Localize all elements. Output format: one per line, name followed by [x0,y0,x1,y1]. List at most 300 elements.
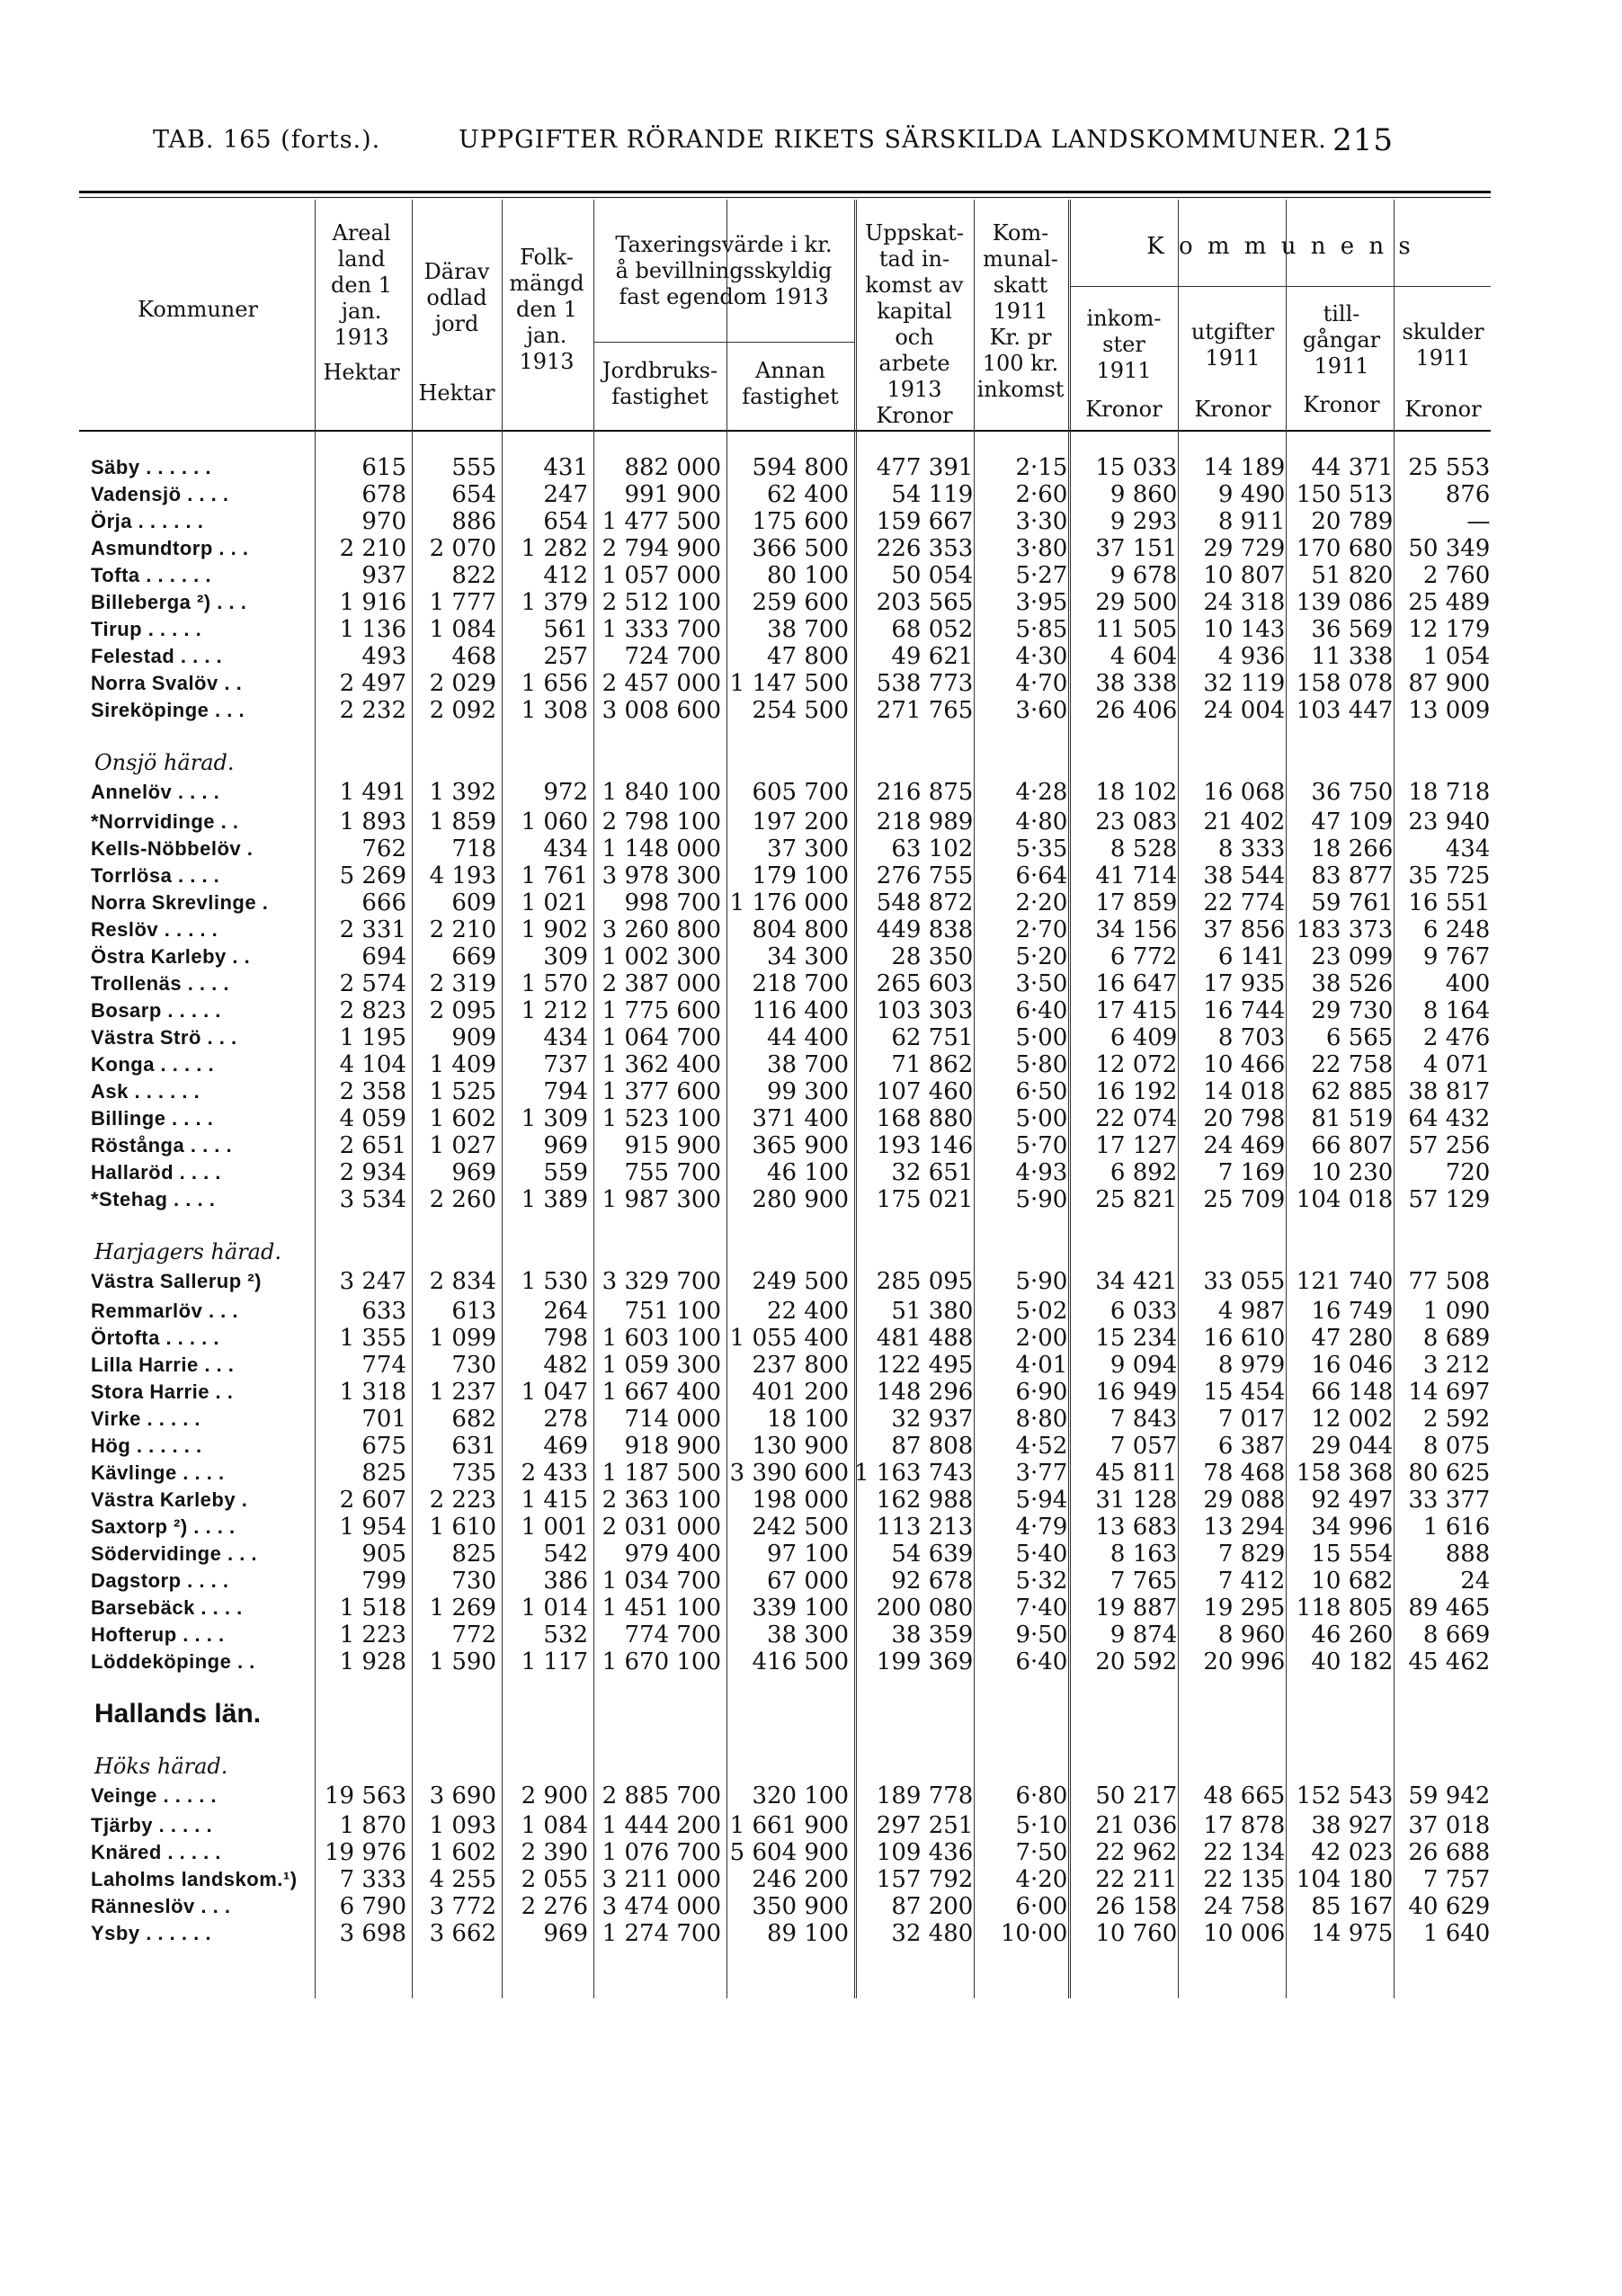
table-cell: 19 295 [1203,1595,1286,1621]
header-skulder: skulder 1911 Kronor [1402,319,1484,422]
table-cell: 218 989 [876,809,974,835]
table-row [85,670,1495,697]
table-cell: 1 176 000 [729,889,849,916]
table-cell: 1 893 [339,809,406,835]
table-cell: 6·80 [1015,1782,1068,1809]
table-cell: 605 700 [752,779,849,806]
page-header [153,122,1394,162]
table-cell: 32 119 [1203,670,1286,697]
table-cell: 1 059 300 [602,1352,721,1379]
table-cell: 8 164 [1422,997,1491,1024]
table-cell: 1 136 [339,616,406,643]
table-cell: 16 949 [1095,1379,1178,1406]
county-heading: Hallands län. [94,1699,262,1729]
table-cell: 1 392 [429,779,496,806]
table-cell: 5·20 [1015,943,1068,970]
district-heading-row [85,1213,1495,1265]
table-cell: 7 333 [339,1866,406,1893]
table-cell: 1 308 [521,697,588,724]
header-jordbruksfastighet: Jordbruks- fastighet [602,358,718,409]
table-cell: 57 256 [1408,1132,1491,1159]
district-heading-row [85,1728,1495,1780]
table-cell: 257 [543,643,588,670]
table-cell: 7 057 [1110,1433,1178,1460]
table-cell: 4 936 [1217,643,1286,670]
table-row [85,1105,1495,1132]
table-cell: 22 400 [767,1298,849,1325]
table-cell: 12 002 [1311,1406,1394,1433]
table-cell: 1 916 [339,589,406,616]
table-cell: 2 232 [339,697,406,724]
table-row [85,481,1495,508]
table-cell: 113 213 [876,1514,974,1541]
table-cell: 998 700 [624,889,721,916]
table-cell: 59 942 [1408,1782,1491,1809]
table-cell: 18 718 [1408,779,1491,806]
table-cell: 15 554 [1311,1541,1394,1568]
table-cell: 737 [543,1051,588,1078]
table-cell: 8 979 [1217,1352,1286,1379]
table-cell: 3·50 [1015,970,1068,997]
table-cell: 21 402 [1203,809,1286,835]
table-cell: 774 [361,1352,406,1379]
table-cell: 46 100 [767,1159,849,1186]
table-cell: 109 436 [876,1839,974,1866]
table-cell: 1 269 [429,1595,496,1621]
table-reference: TAB. 165 (forts.). [153,126,381,154]
table-cell: 1 415 [521,1487,588,1514]
table-cell: 6 409 [1110,1024,1178,1051]
table-cell: 1 670 100 [602,1648,721,1675]
table-row [85,889,1495,916]
table-cell: 3·60 [1015,697,1068,724]
table-cell: 386 [543,1568,588,1595]
table-cell: 2 934 [339,1159,406,1186]
table-cell: 104 180 [1296,1866,1394,1893]
table-cell: 41 714 [1095,862,1178,889]
table-cell: 1 117 [521,1648,588,1675]
table-cell: 1 379 [521,589,588,616]
table-cell: 718 [451,835,496,862]
table-cell: 34 156 [1095,916,1178,943]
table-cell: 15 454 [1203,1379,1286,1406]
table-cell: 35 725 [1408,862,1491,889]
kommun-name: Tofta . . . . . . [91,564,211,586]
table-row [85,1514,1495,1541]
table-cell: 633 [361,1298,406,1325]
table-cell: 2 055 [521,1866,588,1893]
table-cell: 3 698 [339,1920,406,1947]
table-cell: 68 052 [891,616,974,643]
table-cell: 8 333 [1217,835,1286,862]
table-cell: 350 900 [752,1893,849,1920]
table-cell: 64 432 [1408,1105,1491,1132]
table-cell: 1 187 500 [602,1460,721,1487]
table-cell: 434 [1445,835,1491,862]
table-cell: 54 119 [891,481,974,508]
table-cell: 6·40 [1015,1648,1068,1675]
table-cell: 3 662 [429,1920,496,1947]
table-cell: 613 [451,1298,496,1325]
table-cell: 24 [1460,1568,1491,1595]
table-cell: 481 488 [876,1325,974,1352]
table-cell: 89 100 [767,1920,849,1947]
table-cell: 13 009 [1408,697,1491,724]
table-cell: 20 592 [1095,1648,1178,1675]
table-cell: 1 333 700 [602,616,721,643]
table-cell: 416 500 [752,1648,849,1675]
table-cell: 5·00 [1015,1105,1068,1132]
table-cell: 280 900 [752,1186,849,1213]
table-cell: 22 962 [1095,1839,1178,1866]
table-cell: 5·32 [1015,1568,1068,1595]
table-cell: 9 874 [1110,1621,1178,1648]
table-cell: 730 [451,1352,496,1379]
table-cell: 218 700 [752,970,849,997]
table-row [85,643,1495,670]
table-cell: 10 006 [1203,1920,1286,1947]
table-row [85,1595,1495,1621]
table-cell: 107 460 [876,1078,974,1105]
table-cell: 158 078 [1296,670,1394,697]
table-cell: 87 808 [891,1433,974,1460]
table-cell: 2 070 [429,535,496,562]
district-heading: Onsjö härad. [94,750,235,775]
table-cell: 264 [543,1298,588,1325]
table-cell: 825 [451,1541,496,1568]
table-cell: 1 309 [521,1105,588,1132]
table-cell: 78 468 [1203,1460,1286,1487]
table-cell: 22 774 [1203,889,1286,916]
table-cell: 2 607 [339,1487,406,1514]
table-cell: 1 840 100 [602,779,721,806]
table-row [85,1460,1495,1487]
table-cell: 9 094 [1110,1352,1178,1379]
table-row [85,916,1495,943]
table-cell: 12 179 [1408,616,1491,643]
table-row [85,1024,1495,1051]
table-cell: 555 [451,454,496,481]
table-cell: 4·80 [1015,809,1068,835]
table-cell: 47 800 [767,643,849,670]
table-cell: 1 377 600 [602,1078,721,1105]
kommun-name: Torrlösa . . . . [91,864,220,887]
table-cell: 6 772 [1110,943,1178,970]
table-cell: 10 760 [1095,1920,1178,1947]
table-cell: 2 433 [521,1460,588,1487]
table-row [85,943,1495,970]
table-cell: 542 [543,1541,588,1568]
table-cell: 909 [451,1024,496,1051]
table-cell: 1 530 [521,1268,588,1295]
table-cell: 876 [1445,481,1491,508]
table-cell: 18 266 [1311,835,1394,862]
table-cell: 1 001 [521,1514,588,1541]
table-cell: 3 772 [429,1893,496,1920]
table-row [85,1648,1495,1675]
table-cell: 16 610 [1203,1325,1286,1352]
kommun-name: Tjärby . . . . . [91,1814,213,1836]
table-cell: 1 148 000 [602,835,721,862]
table-cell: 3·77 [1015,1460,1068,1487]
table-cell: 158 368 [1296,1460,1394,1487]
table-cell: 1 021 [521,889,588,916]
table-cell: 6·40 [1015,997,1068,1024]
table-cell: 12 072 [1095,1051,1178,1078]
kommun-name: Stora Harrie . . [91,1380,234,1403]
kommun-name: Hög . . . . . . [91,1434,202,1457]
table-cell: 2 592 [1422,1406,1491,1433]
table-cell: 905 [361,1541,406,1568]
table-cell: 1 212 [521,997,588,1024]
table-cell: 51 380 [891,1298,974,1325]
table-cell: 175 021 [876,1186,974,1213]
table-cell: 5·35 [1015,835,1068,862]
table-cell: 694 [361,943,406,970]
table-cell: 24 758 [1203,1893,1286,1920]
table-cell: 3·80 [1015,535,1068,562]
table-cell: 67 000 [767,1568,849,1595]
table-cell: 2 029 [429,670,496,697]
header-utgifter: utgifter 1911 Kronor [1190,319,1275,422]
table-cell: 17 935 [1203,970,1286,997]
header-kommunalskatt: Kom- munal- skatt 1911 Kr. pr 100 kr. inkomst [976,220,1065,402]
header-inkomster: inkom- ster 1911 Kronor [1085,306,1163,422]
table-cell: 216 875 [876,779,974,806]
table-cell: 774 700 [624,1621,721,1648]
table-cell: 3 474 000 [602,1893,721,1920]
table-row [85,997,1495,1024]
table-cell: 85 167 [1311,1893,1394,1920]
table-cell: 16 068 [1203,779,1286,806]
table-cell: 2 900 [521,1782,588,1809]
header-kommuner: Kommuner [138,297,258,322]
table-cell: 7·40 [1015,1595,1068,1621]
table-cell: 730 [451,1568,496,1595]
table-cell: 38 700 [767,1051,849,1078]
table-cell: 969 [543,1132,588,1159]
table-cell: 22 074 [1095,1105,1178,1132]
table-cell: 3·95 [1015,589,1068,616]
table-cell: 11 338 [1311,643,1394,670]
table-cell: 17 859 [1095,889,1178,916]
table-cell: 8 689 [1422,1325,1491,1352]
kommun-name: Ask . . . . . . [91,1080,201,1103]
table-cell: 22 211 [1095,1866,1178,1893]
table-row [85,1541,1495,1568]
table-cell: 34 300 [767,943,849,970]
table-cell: 6·64 [1015,862,1068,889]
table-cell: 254 500 [752,697,849,724]
table-cell: 24 004 [1203,697,1286,724]
table-cell: 16 551 [1408,889,1491,916]
table-cell: 37 856 [1203,916,1286,943]
table-cell: 118 805 [1296,1595,1394,1621]
kommun-name: Kells-Nöbbelöv . [91,837,254,860]
table-cell: 23 099 [1311,943,1394,970]
table-cell: 1 656 [521,670,588,697]
table-cell: 4 193 [429,862,496,889]
table-cell: 16 749 [1311,1298,1394,1325]
table-cell: 888 [1445,1541,1491,1568]
table-cell: 10 807 [1203,562,1286,589]
table-cell: 2 092 [429,697,496,724]
table-cell: 400 [1445,970,1491,997]
table-cell: 1 451 100 [602,1595,721,1621]
table-cell: 6 565 [1325,1024,1394,1051]
table-cell: 1 034 700 [602,1568,721,1595]
table-cell: 2 095 [429,997,496,1024]
kommun-name: Dagstorp . . . . [91,1569,229,1592]
table-cell: 50 349 [1408,535,1491,562]
table-cell: 200 080 [876,1595,974,1621]
table-cell: 4 071 [1422,1051,1491,1078]
table-cell: 103 447 [1296,697,1394,724]
district-heading: Harjagers härad. [94,1239,281,1264]
table-cell: 5·94 [1015,1487,1068,1514]
table-cell: 798 [543,1325,588,1352]
table-cell: 152 543 [1296,1782,1394,1809]
table-cell: 1 054 [1422,643,1491,670]
kommun-name: Felestad . . . . [91,645,223,667]
table-cell: 8·80 [1015,1406,1068,1433]
table-cell: 7 843 [1110,1406,1178,1433]
table-cell: 92 497 [1311,1487,1394,1514]
table-cell: 5·27 [1015,562,1068,589]
table-cell: 121 740 [1296,1268,1394,1295]
header-areal: Areal land den 1 jan. 1913 Hektar [323,220,400,385]
table-cell: 1 667 400 [602,1379,721,1406]
table-cell: 32 480 [891,1920,974,1947]
table-cell: 11 505 [1095,616,1178,643]
table-cell: 33 055 [1203,1268,1286,1295]
table-cell: 2 358 [339,1078,406,1105]
table-cell: 2 319 [429,970,496,997]
table-cell: 38 300 [767,1621,849,1648]
table-cell: 2 387 000 [602,970,721,997]
table-cell: 1 055 400 [729,1325,849,1352]
table-cell: 87 200 [891,1893,974,1920]
table-cell: 271 765 [876,697,974,724]
kommun-name: Bosarp . . . . . [91,999,221,1022]
table-cell: 972 [543,779,588,806]
table-cell: 1 523 100 [602,1105,721,1132]
table-cell: 25 709 [1203,1186,1286,1213]
table-cell: 10·00 [1000,1920,1068,1947]
header-uppskattad-inkomst: Uppskat- tad in- komst av kapital och arbete 1913 Kronor [865,220,964,428]
table-row [85,1132,1495,1159]
table-cell: 37 300 [767,835,849,862]
table-cell: 83 877 [1311,862,1394,889]
table-cell: 59 761 [1311,889,1394,916]
table-cell: 22 135 [1203,1866,1286,1893]
table-cell: 468 [451,643,496,670]
table-cell: 6·50 [1015,1078,1068,1105]
table-cell: 9 490 [1217,481,1286,508]
table-cell: 26 406 [1095,697,1178,724]
table-cell: 14 189 [1203,454,1286,481]
kommun-name: Billinge . . . . [91,1107,214,1130]
table-cell: 772 [451,1621,496,1648]
table-cell: 62 751 [891,1024,974,1051]
table-cell: 38 526 [1311,970,1394,997]
table-row [85,1406,1495,1433]
table-cell: 365 900 [752,1132,849,1159]
table-row [85,1379,1495,1406]
table-cell: 561 [543,616,588,643]
table-cell: 6 790 [339,1893,406,1920]
table-cell: 3 211 000 [602,1866,721,1893]
table-cell: 1 570 [521,970,588,997]
table-cell: 38 700 [767,616,849,643]
table-row [85,862,1495,889]
table-cell: 339 100 [752,1595,849,1621]
table-cell: 6 141 [1217,943,1286,970]
kommun-name: Asmundtorp . . . [91,537,249,559]
table-cell: 7 765 [1110,1568,1178,1595]
table-cell: 99 300 [767,1078,849,1105]
table-cell: 5 604 900 [729,1839,849,1866]
table-cell: 9 678 [1110,562,1178,589]
table-cell: 22 134 [1203,1839,1286,1866]
kommun-name: Löddeköpinge . . [91,1650,255,1673]
kommun-name: Barsebäck . . . . [91,1596,243,1619]
table-cell: 44 371 [1311,454,1394,481]
table-cell: 5 269 [339,862,406,889]
table-row [85,562,1495,589]
table-cell: 17 415 [1095,997,1178,1024]
table-cell: 249 500 [752,1268,849,1295]
table-cell: 104 018 [1296,1186,1394,1213]
table-cell: 5·70 [1015,1132,1068,1159]
table-cell: 80 625 [1408,1460,1491,1487]
header-tillgangar: till- gångar 1911 Kronor [1302,301,1381,417]
table-cell: 285 095 [876,1268,974,1295]
table-cell: 4·30 [1015,643,1068,670]
kommun-name: Laholms landskom.¹) [91,1868,298,1890]
table-cell: 548 872 [876,889,974,916]
table-cell: 26 158 [1095,1893,1178,1920]
table-cell: 15 033 [1095,454,1178,481]
table-cell: 2·20 [1015,889,1068,916]
table-cell: 1 147 500 [729,670,849,697]
kommun-name: Norra Skrevlinge . [91,891,269,914]
table-cell: 1 093 [429,1812,496,1839]
table-cell: 969 [543,1920,588,1947]
table-cell: 3 978 300 [602,862,721,889]
table-cell: 16 046 [1311,1352,1394,1379]
table-cell: 28 350 [891,943,974,970]
table-cell: 3 008 600 [602,697,721,724]
table-cell: 3 212 [1422,1352,1491,1379]
table-cell: 8 528 [1110,835,1178,862]
table-cell: 97 100 [767,1541,849,1568]
table-cell: 5·90 [1015,1186,1068,1213]
table-cell: 886 [451,508,496,535]
kommun-name: Vadensjö . . . . [91,483,229,505]
table-cell: 609 [451,889,496,916]
table-cell: 434 [543,1024,588,1051]
table-cell: 1 047 [521,1379,588,1406]
district-heading: Höks härad. [94,1754,228,1779]
table-cell: 915 900 [624,1132,721,1159]
table-row [85,1078,1495,1105]
table-cell: 701 [361,1406,406,1433]
table-cell: 3 390 600 [729,1460,849,1487]
table-cell: 183 373 [1296,916,1394,943]
table-cell: 5·02 [1015,1298,1068,1325]
table-cell: 320 100 [752,1782,849,1809]
